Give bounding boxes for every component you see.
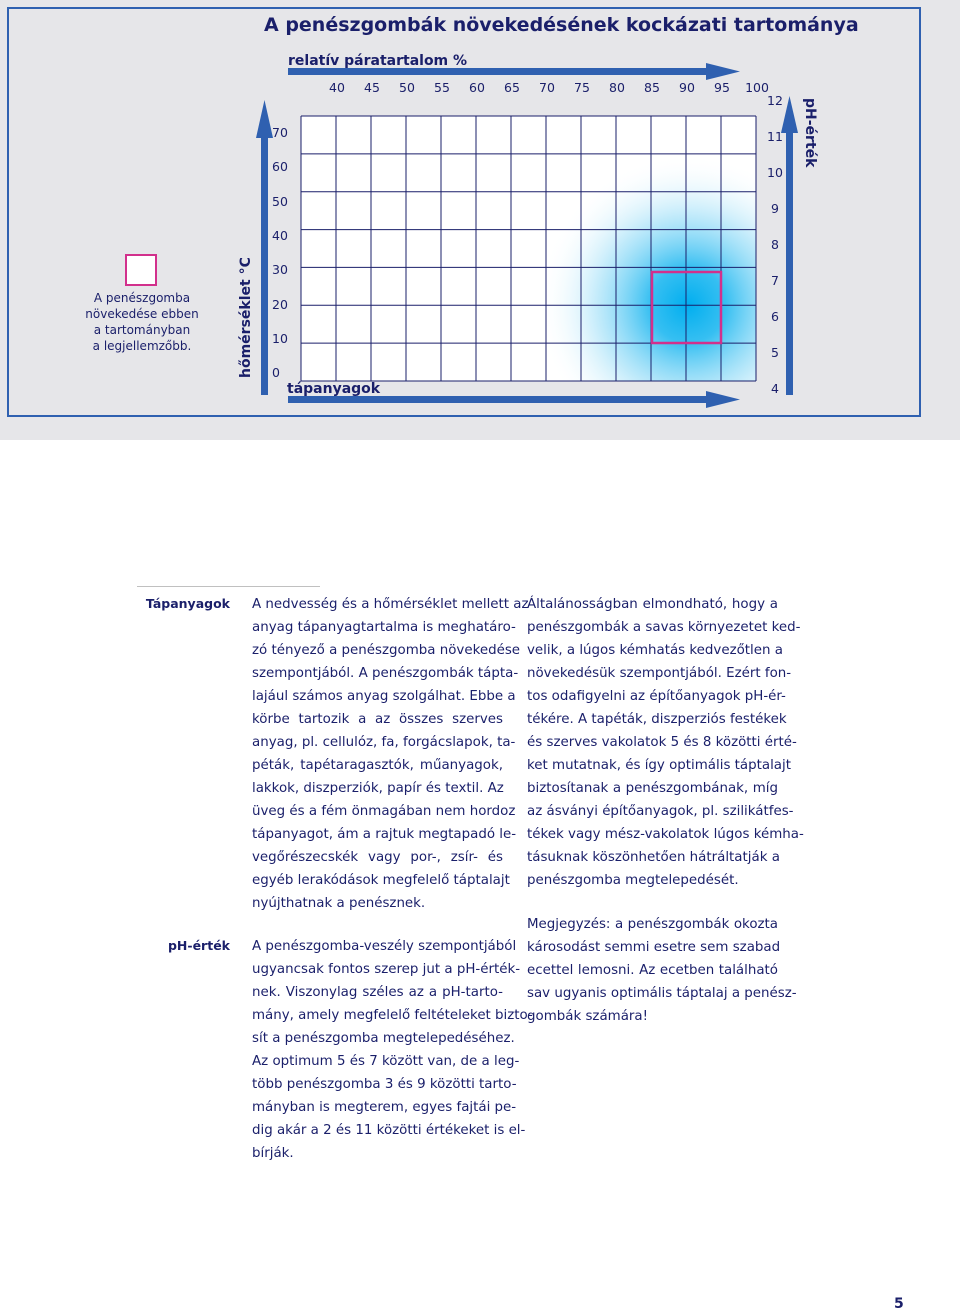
text-line: anyag tápanyagtartalma is meghatáro- — [252, 620, 516, 635]
text-line: károsodást semmi esetre sem szabad — [527, 940, 781, 955]
section-rule — [137, 586, 320, 587]
text-line: penészgombák a savas környezetet ked- — [527, 620, 801, 635]
tick-label: 55 — [434, 80, 450, 95]
legend-line: növekedése ebben — [85, 307, 199, 321]
acidity-paragraph — [527, 593, 804, 892]
text-line: anyag, pl. cellulóz, fa, forgácslapok, ta- — [252, 735, 516, 750]
tick-label: 10 — [767, 165, 783, 180]
tick-label: 75 — [574, 80, 590, 95]
tick-label: 7 — [771, 273, 779, 288]
text-line: szempontjából. A penészgombák tápta- — [252, 666, 519, 681]
legend-swatch — [125, 254, 157, 286]
text-line: zó tényező a penészgomba növekedése — [252, 643, 521, 658]
ph-heading: pH-érték — [167, 938, 230, 953]
tick-label: 90 — [679, 80, 695, 95]
text-line: Megjegyzés: a penészgombák okozta — [527, 917, 778, 932]
tick-label: 70 — [272, 125, 288, 140]
text-line: tásuknak köszönhetően hátráltatják a — [527, 850, 780, 865]
text-line: üveg és a fém önmagában nem hordoz — [252, 804, 516, 819]
tick-label: 12 — [767, 93, 783, 108]
bottom-axis-title: tápanyagok — [287, 381, 381, 397]
tick-label: 4 — [771, 381, 779, 396]
text-line: velik, a lúgos kémhatás kedvezőtlen a — [527, 643, 783, 658]
text-line: mányban is megterem, egyes fajtái pe- — [252, 1100, 517, 1115]
tick-label: 11 — [767, 129, 783, 144]
text-line: tékek vagy mész-vakolatok lúgos kémha- — [527, 827, 804, 842]
tick-label: 65 — [504, 80, 520, 95]
tick-label: 8 — [771, 237, 779, 252]
text-line: az ásványi építőanyagok, pl. szilikátfes- — [527, 804, 794, 819]
text-line: körbe tartozik a az összes szerves — [252, 712, 503, 727]
right-axis-title: pH-érték — [802, 98, 818, 168]
text-line: tékére. A tapéták, diszperziós festékek — [527, 712, 787, 727]
nutrients-heading: Tápanyagok — [145, 596, 230, 611]
tick-label: 40 — [272, 227, 288, 243]
legend-line: A penészgomba — [93, 291, 191, 305]
text-line: lajául számos anyag szolgálhat. Ebbe a — [252, 689, 516, 704]
risk-grid — [0, 0, 960, 440]
text-line: penészgomba megtelepedését. — [527, 873, 739, 888]
diagram-title: A penészgombák növekedésének kockázati tartománya — [264, 14, 859, 36]
tick-label: 5 — [771, 345, 779, 360]
legend-line: a legjellemzőbb. — [92, 339, 192, 353]
tick-label: 50 — [272, 193, 288, 209]
text-line: növekedésük szempontjából. Ezért fon- — [527, 666, 792, 681]
text-line: tápanyagot, ám a rajtuk megtapadó le- — [252, 827, 517, 842]
risk-gradient — [301, 116, 756, 381]
tick-label: 80 — [609, 80, 625, 95]
text-line: péták, tapétaragasztók, műanyagok, — [252, 758, 503, 773]
left-axis-arrow — [256, 100, 273, 395]
top-axis-title: relatív páratartalom % — [288, 53, 468, 69]
text-line: Általánosságban elmondható, hogy a — [527, 597, 778, 612]
tick-label: 10 — [272, 330, 288, 346]
text-line: egyéb lerakódások megfelelő táptalajt — [252, 873, 510, 888]
text-line: több penészgomba 3 és 9 közötti tarto- — [252, 1077, 517, 1092]
tick-label: 85 — [644, 80, 660, 95]
tick-label: 0 — [272, 365, 280, 381]
note-paragraph — [527, 913, 797, 1028]
text-line: sít a penészgomba megtelepedéséhez. — [252, 1031, 515, 1046]
tick-label: 20 — [272, 296, 288, 312]
text-line: ugyancsak fontos szerep jut a pH-érték- — [252, 962, 521, 977]
text-line: mány, amely megfelelő feltételeket bizto- — [252, 1008, 533, 1023]
legend-line: a tartományban — [93, 323, 191, 337]
text-line: és szerves vakolatok 5 és 8 közötti érté- — [527, 735, 797, 750]
text-line: bírják. — [252, 1146, 294, 1161]
nutrients-paragraph — [252, 593, 529, 915]
tick-label: 45 — [364, 80, 380, 95]
text-line: vegőrészecskék vagy por-, zsír- és — [252, 850, 503, 865]
text-line: nek. Viszonylag széles az a pH-tarto- — [252, 985, 503, 1000]
tick-label: 30 — [272, 262, 288, 278]
text-line: biztosítanak a penészgombának, míg — [527, 781, 778, 796]
tick-label: 40 — [329, 80, 345, 95]
diagram-panel — [0, 0, 960, 440]
text-line: nyújthatnak a penésznek. — [252, 896, 426, 911]
text-line: dig akár a 2 és 11 közötti értékeket is el- — [252, 1123, 526, 1138]
tick-label: 50 — [399, 80, 415, 95]
legend-text — [82, 290, 202, 354]
text-line: A nedvesség és a hőmérséklet mellett az — [252, 597, 529, 612]
text-line: ecettel lemosni. Az ecetben található — [527, 963, 778, 978]
left-axis-title: hőmérséklet °C — [238, 257, 254, 378]
tick-label: 9 — [771, 201, 779, 216]
tick-label: 95 — [714, 80, 730, 95]
tick-label: 100 — [745, 80, 769, 95]
text-line: lakkok, diszperziók, papír és textil. Az — [252, 781, 504, 796]
page-number: 5 — [894, 1296, 904, 1312]
text-line: ket mutatnak, és így optimális táptalajt — [527, 758, 791, 773]
tick-label: 60 — [272, 159, 288, 175]
tick-label: 60 — [469, 80, 485, 95]
text-line: A penészgomba-veszély szempontjából — [252, 939, 517, 954]
text-line: sav ugyanis optimális táptalaj a penész- — [527, 986, 797, 1001]
text-line: gombák számára! — [527, 1009, 648, 1024]
text-line: tos odafigyelni az építőanyagok pH-ér- — [527, 689, 786, 704]
tick-label: 70 — [539, 80, 555, 95]
text-line: Az optimum 5 és 7 között van, de a leg- — [252, 1054, 520, 1069]
ph-paragraph — [252, 935, 533, 1165]
tick-label: 6 — [771, 309, 779, 324]
